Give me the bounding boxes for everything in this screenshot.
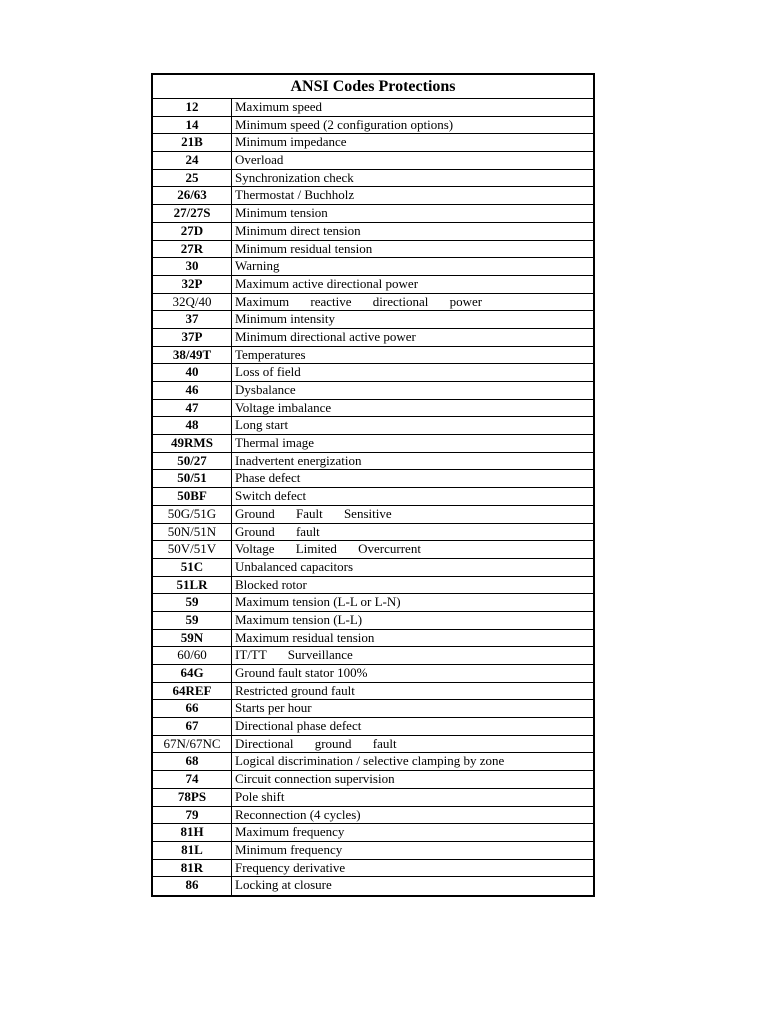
protection-description-cell: Synchronization check [235, 169, 354, 185]
ansi-code-cell: 81R [153, 860, 232, 877]
ansi-code-cell: 50/27 [153, 453, 232, 470]
ansi-code-cell: 37 [153, 311, 232, 328]
protection-description-cell: Reconnection (4 cycles) [235, 806, 361, 822]
ansi-code-cell: 86 [153, 877, 232, 895]
table-row [153, 506, 593, 524]
table-row [153, 842, 593, 860]
ansi-code-cell: 12 [153, 99, 232, 116]
protection-description-cell: IT/TT Surveillance [235, 647, 353, 663]
ansi-code-cell: 46 [153, 382, 232, 399]
table-row [153, 736, 593, 754]
table-row [153, 612, 593, 630]
table-row [153, 683, 593, 701]
protection-description-cell: Ground Fault Sensitive [235, 505, 392, 521]
ansi-code-cell: 27/27S [153, 205, 232, 222]
ansi-code-cell: 64REF [153, 683, 232, 700]
table-row [153, 117, 593, 135]
protection-description-cell: Switch defect [235, 488, 307, 504]
ansi-code-cell: 59N [153, 630, 232, 647]
table-row [153, 470, 593, 488]
ansi-code-cell: 14 [153, 117, 232, 134]
table-row [153, 347, 593, 365]
protection-description-cell: Temperatures [235, 346, 306, 362]
protection-description-cell: Warning [235, 258, 280, 274]
table-title: ANSI Codes Protections [153, 75, 593, 99]
protection-description-cell: Loss of field [235, 364, 301, 380]
ansi-code-cell: 51LR [153, 577, 232, 594]
protection-description-cell: Frequency derivative [235, 859, 346, 875]
ansi-code-cell: 79 [153, 807, 232, 824]
ansi-code-cell: 40 [153, 364, 232, 381]
ansi-code-cell: 38/49T [153, 347, 232, 364]
ansi-code-cell: 64G [153, 665, 232, 682]
protection-description-cell: Minimum impedance [235, 134, 347, 150]
protection-description-cell: Directional ground fault [235, 735, 397, 751]
table-row [153, 524, 593, 542]
table-row [153, 753, 593, 771]
table-row [153, 294, 593, 312]
table-row [153, 134, 593, 152]
table-row [153, 860, 593, 878]
protection-description-cell: Maximum frequency [235, 824, 345, 840]
ansi-code-cell: 78PS [153, 789, 232, 806]
ansi-code-cell: 27R [153, 241, 232, 258]
table-row [153, 170, 593, 188]
ansi-code-cell: 47 [153, 400, 232, 417]
protection-description-cell: Phase defect [235, 470, 301, 486]
table-row [153, 577, 593, 595]
ansi-code-cell: 24 [153, 152, 232, 169]
protection-description-cell: Maximum speed [235, 99, 323, 114]
protection-description-cell: Dysbalance [235, 382, 296, 397]
protection-description-cell: Minimum tension [235, 205, 328, 221]
table-row [153, 824, 593, 842]
ansi-code-cell: 50N/51N [153, 524, 232, 541]
table-row [153, 435, 593, 453]
table-row [153, 700, 593, 718]
protection-description-cell: Blocked rotor [235, 576, 307, 592]
ansi-code-cell: 27D [153, 223, 232, 240]
table-row [153, 99, 593, 117]
protection-description-cell: Pole shift [235, 788, 285, 804]
table-row [153, 364, 593, 382]
ansi-code-cell: 60/60 [153, 647, 232, 664]
ansi-code-cell: 25 [153, 170, 232, 187]
ansi-code-cell: 81L [153, 842, 232, 859]
protection-description-cell: Locking at closure [235, 877, 332, 893]
ansi-code-cell: 26/63 [153, 187, 232, 204]
table-row [153, 276, 593, 294]
ansi-code-cell: 81H [153, 824, 232, 841]
ansi-code-cell: 74 [153, 771, 232, 788]
ansi-code-cell: 49RMS [153, 435, 232, 452]
protection-description-cell: Overload [235, 152, 284, 168]
ansi-code-cell: 50G/51G [153, 506, 232, 523]
ansi-code-cell: 66 [153, 700, 232, 717]
protection-description-cell: Ground fault [235, 523, 320, 539]
ansi-code-cell: 67N/67NC [153, 736, 232, 753]
table-row [153, 771, 593, 789]
protection-description-cell: Maximum residual tension [235, 629, 375, 645]
ansi-code-cell: 50BF [153, 488, 232, 505]
table-row [153, 205, 593, 223]
table-row [153, 541, 593, 559]
protection-description-cell: Unbalanced capacitors [235, 558, 354, 574]
protection-description-cell: Maximum active directional power [235, 275, 419, 291]
table-row [153, 488, 593, 506]
ansi-code-cell: 59 [153, 594, 232, 611]
ansi-code-cell: 32P [153, 276, 232, 293]
table-row [153, 647, 593, 665]
ansi-codes-table [151, 73, 595, 897]
table-row [153, 559, 593, 577]
ansi-code-cell: 50V/51V [153, 541, 232, 558]
table-row [153, 152, 593, 170]
protection-description-cell: Ground fault stator 100% [235, 665, 368, 680]
protection-description-cell: Minimum direct tension [235, 222, 361, 238]
table-row [153, 877, 593, 895]
ansi-code-cell: 21B [153, 134, 232, 151]
protection-description-cell: Minimum intensity [235, 311, 336, 327]
table-row [153, 311, 593, 329]
table-row [153, 665, 593, 683]
protection-description-cell: Maximum tension (L-L or L-N) [235, 594, 401, 610]
table-row [153, 594, 593, 612]
table-row [153, 453, 593, 471]
protection-description-cell: Thermal image [235, 435, 315, 451]
protection-description-cell: Logical discrimination / selective clamping by zone [235, 753, 505, 769]
ansi-code-cell: 51C [153, 559, 232, 576]
table-row [153, 718, 593, 736]
table-row [153, 241, 593, 259]
table-row [153, 223, 593, 241]
table-row [153, 807, 593, 825]
protection-description-cell: Minimum speed (2 configuration options) [235, 116, 454, 132]
protection-description-cell: Minimum directional active power [235, 328, 416, 344]
table-row [153, 417, 593, 435]
ansi-code-cell: 37P [153, 329, 232, 346]
ansi-code-cell: 68 [153, 753, 232, 770]
table-row [153, 187, 593, 205]
table-body [153, 99, 593, 895]
protection-description-cell: Circuit connection supervision [235, 771, 395, 787]
ansi-code-cell: 50/51 [153, 470, 232, 487]
ansi-code-cell: 32Q/40 [153, 294, 232, 311]
protection-description-cell: Directional phase defect [235, 718, 362, 734]
protection-description-cell: Minimum residual tension [235, 240, 373, 256]
protection-description-cell: Starts per hour [235, 700, 312, 716]
ansi-code-cell: 59 [153, 612, 232, 629]
table-row [153, 630, 593, 648]
table-row [153, 258, 593, 276]
protection-description-cell: Restricted ground fault [235, 682, 355, 698]
table-row [153, 329, 593, 347]
protection-description-cell: Voltage imbalance [235, 399, 332, 415]
protection-description-cell: Long start [235, 417, 289, 433]
ansi-code-cell: 48 [153, 417, 232, 434]
protection-description-cell: Maximum tension (L-L) [235, 611, 363, 627]
protection-description-cell: Inadvertent energization [235, 452, 362, 468]
protection-description-cell: Maximum reactive directional power [235, 293, 483, 309]
table-row [153, 400, 593, 418]
table-row [153, 789, 593, 807]
ansi-code-cell: 30 [153, 258, 232, 275]
protection-description-cell: Voltage Limited Overcurrent [235, 541, 421, 557]
ansi-code-cell: 67 [153, 718, 232, 735]
protection-description-cell: Thermostat / Buchholz [235, 187, 355, 203]
protection-description-cell: Minimum frequency [235, 841, 343, 857]
table-row [153, 382, 593, 400]
